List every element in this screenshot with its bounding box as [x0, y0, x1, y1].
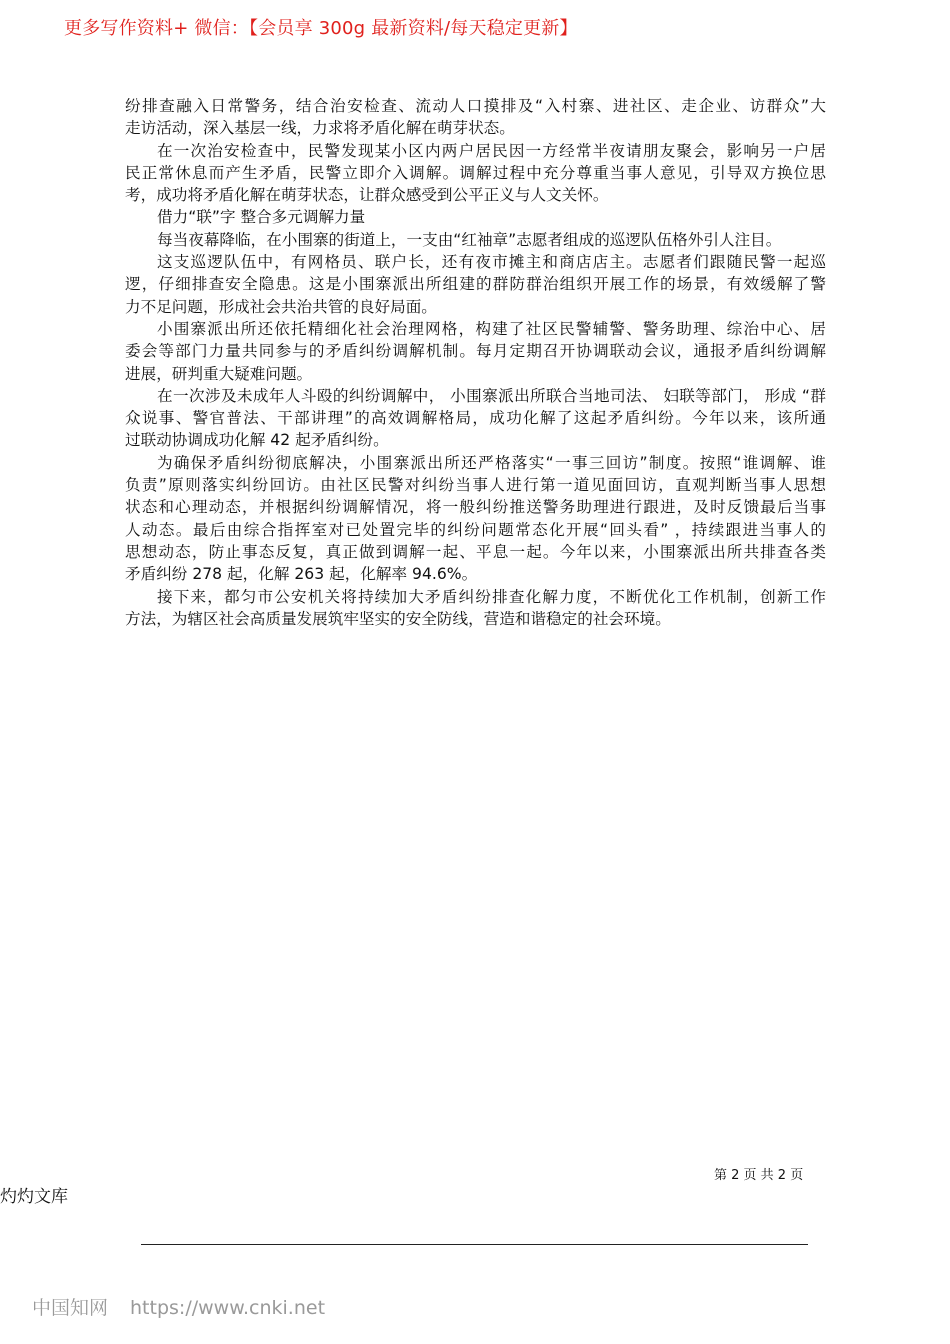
paragraph [125, 206, 826, 228]
text-line: 走访活动，深入基层一线，力求将矛盾化解在萌芽状态。 [125, 119, 515, 138]
text-line: 负责”原则落实纠纷回访。由社区民警对纠纷当事人进行第一道见面回访，直观判断当事人思想 [125, 476, 826, 495]
text-line: 思想动态，防止事态反复，真正做到调解一起、平息一起。今年以来，小围寨派出所共排查各类 [125, 542, 826, 561]
paragraph [125, 229, 826, 251]
footer-divider [141, 1244, 808, 1245]
text-line: 过联动协调成功化解 42 起矛盾纠纷。 [125, 431, 389, 450]
brand-label: 灼灼文库 [0, 1187, 68, 1207]
text-line: 众说事、警官普法、干部讲理”的高效调解格局，成功化解了这起矛盾纠纷。今年以来，该所通 [125, 409, 826, 428]
text-line: 接下来，都匀市公安机关将持续加大矛盾纠纷排查化解力度，不断优化工作机制，创新工作 [157, 587, 826, 606]
text-line: 状态和心理动态，并根据纠纷调解情况，将一般纠纷推送警务助理进行跟进，及时反馈最后当事 [125, 498, 826, 517]
text-line: 在一次涉及未成年人斗殴的纠纷调解中， 小围寨派出所联合当地司法、 妇联等部门， 形成 “群 [157, 386, 826, 405]
paragraph [125, 251, 826, 318]
paragraph [125, 452, 826, 586]
site-url[interactable]: https://www.cnki.net [130, 1297, 326, 1319]
paragraph [125, 318, 826, 385]
text-line: 进展，研判重大疑难问题。 [125, 364, 313, 383]
text-line: 力不足问题，形成社会共治共管的良好局面。 [125, 297, 437, 316]
paragraph [125, 95, 826, 140]
text-line: 人动态。最后由综合指挥室对已处置完毕的纠纷问题常态化开展“回头看” ，持续跟进当事人的 [125, 520, 826, 539]
footer-watermark [32, 1293, 347, 1320]
text-line: 民正常休息而产生矛盾，民警立即介入调解。调解过程中充分尊重当事人意见，引导双方换位思 [125, 163, 826, 182]
text-line: 考，成功将矛盾化解在萌芽状态，让群众感受到公平正义与人文关怀。 [125, 186, 609, 205]
text-line: 方法，为辖区社会高质量发展筑牢坚实的安全防线，营造和谐稳定的社会环境。 [125, 609, 671, 628]
article-body [125, 95, 826, 630]
text-line: 逻，仔细排查安全隐患。这是小围寨派出所组建的群防群治组织开展工作的场景，有效缓解了警 [125, 275, 826, 294]
paragraph [125, 140, 826, 207]
text-line: 小围寨派出所还依托精细化社会治理网格，构建了社区民警辅警、警务助理、综治中心、居 [157, 319, 826, 338]
text-line: 委会等部门力量共同参与的矛盾纠纷调解机制。每月定期召开协调联动会议，通报矛盾纠纷调解 [125, 342, 826, 361]
page-number: 第 2 页 共 2 页 [714, 1168, 804, 1183]
paragraph [125, 385, 826, 452]
text-line: 借力“联”字 整合多元调解力量 [157, 208, 366, 227]
text-line: 每当夜幕降临，在小围寨的街道上，一支由“红袖章”志愿者组成的巡逻队伍格外引人注目。 [157, 230, 782, 249]
text-line: 纷排查融入日常警务，结合治安检查、流动人口摸排及“入村寨、进社区、走企业、访群众”大 [125, 97, 826, 115]
text-line: 这支巡逻队伍中，有网格员、联户长，还有夜市摊主和商店店主。志愿者们跟随民警一起巡 [157, 253, 826, 272]
promo-banner: 更多写作资料+ 微信：【会员享 300g 最新资料/每天稳定更新】 [64, 18, 578, 39]
text-line: 在一次治安检查中，民警发现某小区内两户居民因一方经常半夜请朋友聚会，影响另一户居 [157, 141, 826, 160]
text-line: 为确保矛盾纠纷彻底解决，小围寨派出所还严格落实“一事三回访”制度。按照“谁调解、谁 [157, 453, 826, 472]
site-name: 中国知网 [32, 1297, 109, 1319]
text-line: 矛盾纠纷 278 起，化解 263 起，化解率 94.6%。 [125, 565, 478, 584]
paragraph [125, 586, 826, 631]
